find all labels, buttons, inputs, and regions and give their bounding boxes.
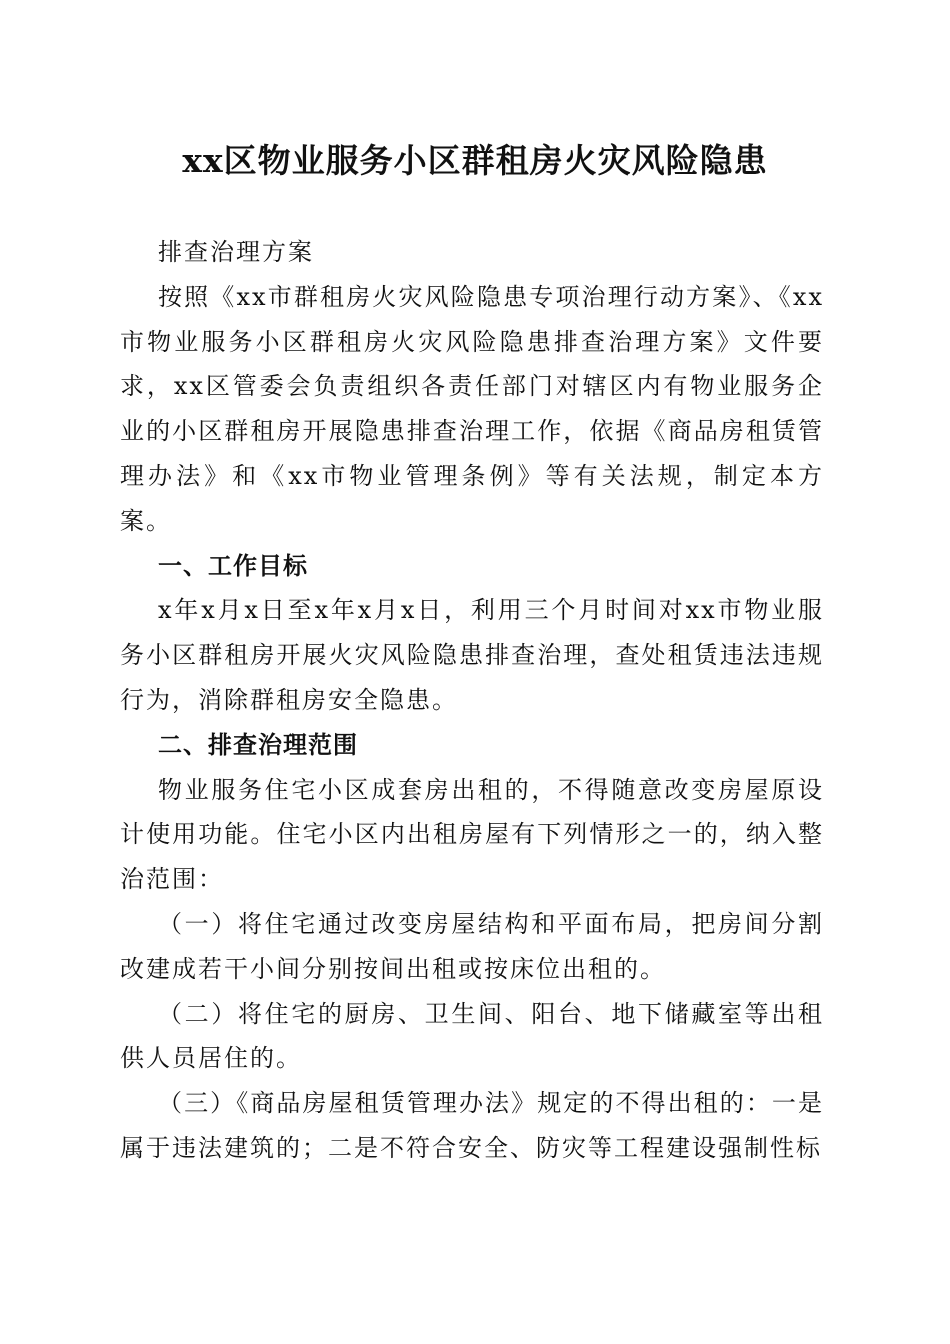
section-heading-work-goals: 一、工作目标 xyxy=(158,551,308,580)
section-body-scope: 物业服务住宅小区成套房出租的，不得随意改变房屋原设计使用功能。住宅小区内出租房屋有下列情形之一的，纳入整治范围： xyxy=(120,775,824,894)
document-title: xx区物业服务小区群租房火灾风险隐患 xyxy=(182,141,768,180)
section-body-work-goals: x年x月x日至x年x月x日，利用三个月时间对xx市物业服务小区群租房开展火灾风险隐患排查治理，查处租赁违法违规行为，消除群租房安全隐患。 xyxy=(120,596,824,714)
document-body xyxy=(120,230,824,1171)
intro-paragraph: 按照《xx市群租房火灾风险隐患专项治理行动方案》、《xx市物业服务小区群租房火灾风险隐患排查治理方案》文件要求，xx区管委会负责组织各责任部门对辖区内有物业服务企业的小区群租房开展隐患排查治理工作，依据《商品房租赁管理办法》和《xx市物业管理条例》等有关法规，制定本方案。 xyxy=(120,282,824,535)
scope-item: （一）将住宅通过改变房屋结构和平面布局，把房间分割改建成若干小间分别按间出租或按床位出租的。 xyxy=(120,909,824,983)
document-subtitle: 排查治理方案 xyxy=(158,238,314,266)
scope-item: （二）将住宅的厨房、卫生间、阳台、地下储藏室等出租供人员居住的。 xyxy=(120,999,824,1073)
section-heading-scope: 二、排查治理范围 xyxy=(158,730,358,759)
scope-item: （三）《商品房屋租赁管理办法》规定的不得出租的：一是属于违法建筑的；二是不符合安全、防灾等工程建设强制性标 xyxy=(120,1089,824,1162)
